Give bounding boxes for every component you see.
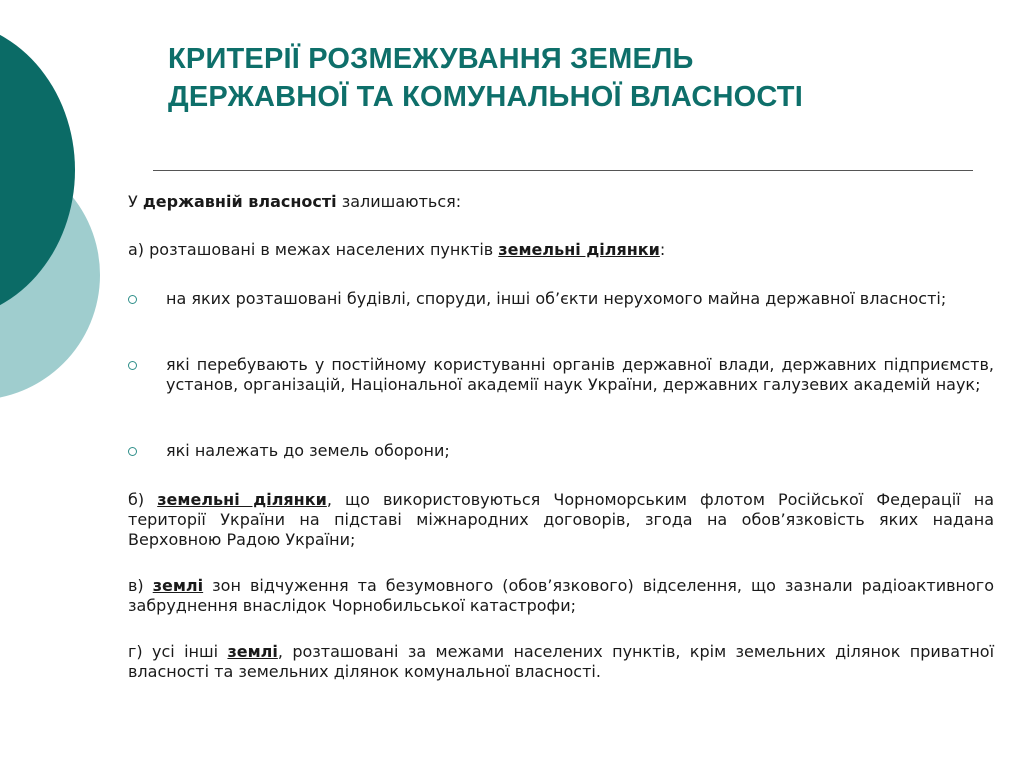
item-v-bold: землі bbox=[152, 576, 204, 595]
item-g-bold: землі bbox=[227, 642, 278, 661]
item-g bbox=[128, 642, 994, 682]
bullet-text: які перебувають у постійному користуванні органів державної влади, державних підприємств, установ, організацій, Національної академії наук України, державних галузевих академій наук; bbox=[166, 355, 994, 394]
intro-paragraph bbox=[128, 192, 994, 212]
list-item bbox=[128, 289, 994, 309]
item-g-prefix: г) усі інші bbox=[128, 642, 228, 661]
bullet-text: на яких розташовані будівлі, споруди, інші об’єкти нерухомого майна державної власності; bbox=[166, 289, 947, 308]
item-b-bold: земельні ділянки bbox=[157, 490, 327, 509]
intro-bold: державній власності bbox=[142, 192, 337, 211]
item-v-suffix: зон відчуження та безумовного (обов’язкового) відселення, що зазнали радіоактивного забруднення внаслідок Чорнобильської катастрофи; bbox=[128, 576, 994, 615]
item-b bbox=[128, 490, 994, 550]
bullet-text: які належать до земель оборони; bbox=[166, 441, 450, 460]
title-line-1: КРИТЕРІЇ РОЗМЕЖУВАННЯ ЗЕМЕЛЬ bbox=[168, 43, 694, 75]
item-b-prefix: б) bbox=[128, 490, 158, 509]
item-a bbox=[128, 240, 994, 260]
list-item bbox=[128, 441, 994, 461]
item-a-prefix: а) розташовані в межах населених пунктів bbox=[128, 240, 499, 259]
intro-suffix: залишаються: bbox=[336, 192, 462, 211]
item-v bbox=[128, 576, 994, 616]
item-v-prefix: в) bbox=[128, 576, 153, 595]
title-divider bbox=[153, 170, 973, 171]
title-line-2: ДЕРЖАВНОЇ ТА КОМУНАЛЬНОЇ ВЛАСНОСТІ bbox=[168, 81, 803, 113]
intro-prefix: У bbox=[128, 192, 143, 211]
item-a-suffix: : bbox=[659, 240, 666, 259]
circle-bullet-icon bbox=[128, 295, 137, 304]
item-g-suffix: , розташовані за межами населених пунктів, крім земельних ділянок приватної власності та земельних ділянок комунальної власності. bbox=[128, 642, 995, 681]
slide-title bbox=[168, 40, 803, 116]
list-item bbox=[128, 355, 994, 395]
circle-bullet-icon bbox=[128, 447, 137, 456]
circle-bullet-icon bbox=[128, 361, 137, 370]
item-a-bold: земельні ділянки bbox=[498, 240, 660, 259]
item-b-suffix: , що використовуються Чорноморським флотом Російської Федерації на території України на підставі міжнародних договорів, згода на обов’язковість яких надана Верховною Радою України; bbox=[128, 490, 994, 549]
